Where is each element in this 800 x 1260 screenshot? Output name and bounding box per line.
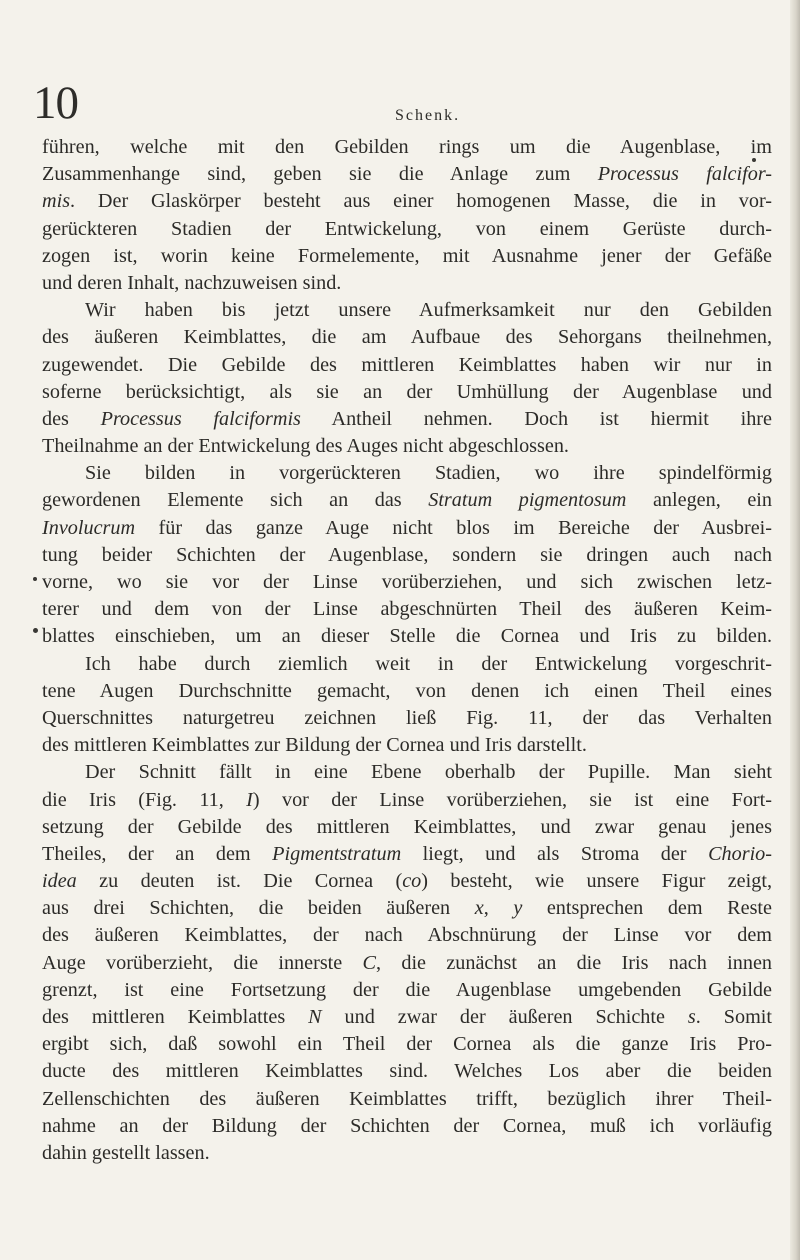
text-line: Theilnahme an der Entwickelung des Auges nicht abgeschlossen. [42, 435, 569, 458]
text-line: führen, welche mit den Gebilden rings um die Augenblase, im [42, 136, 772, 158]
page-number: 10 [33, 77, 78, 129]
text-line: des Processus falciformis Antheil nehmen. Doch ist hiermit ihre [42, 407, 772, 430]
text-line: des äußeren Keimblattes, die am Aufbaue des Sehorgans theilnehmen, [42, 326, 772, 349]
text-line: Ich habe durch ziemlich weit in der Entwickelung vorgeschrit- [85, 652, 772, 675]
text-line: Zusammenhange sind, geben sie die Anlage zum Processus falcifor- [42, 163, 773, 186]
text-line: des mittleren Keimblattes zur Bildung der Cornea und Iris darstellt. [42, 734, 587, 757]
text-line: Querschnittes naturgetreu zeichnen ließ Fig. 11, der das Verhalten [42, 706, 772, 729]
text-line: Theiles, der an dem Pigmentstratum liegt, und als Stroma der Chorio- [42, 842, 772, 865]
text-line: Zellenschichten des äußeren Keimblattes trifft, bezüglich ihrer Theil- [42, 1087, 772, 1110]
text-line: Involucrum für das ganze Auge nicht blos im Bereiche der Ausbrei- [42, 516, 772, 539]
text-line: Wir haben bis jetzt unsere Aufmerksamkeit nur den Gebilden [85, 299, 772, 322]
text-line: ergibt sich, daß sowohl ein Theil der Cornea als die ganze Iris Pro- [42, 1033, 772, 1056]
running-head: Schenk. [395, 107, 461, 124]
page-edge [790, 0, 800, 1260]
text-line: setzung der Gebilde des mittleren Keimblattes, und zwar genau jenes [42, 815, 772, 838]
text-line: grenzt, ist eine Fortsetzung der die Augenblase umgebenden Gebilde [42, 978, 772, 1001]
text-line: soferne berücksichtigt, als sie an der Umhüllung der Augenblase und [42, 380, 772, 403]
text-line: tung beider Schichten der Augenblase, sondern sie dringen auch nach [42, 543, 772, 566]
body-text [42, 134, 772, 1167]
text-line: terer und dem von der Linse abgeschnürten Theil des äußeren Keim- [42, 598, 772, 621]
text-line: idea zu deuten ist. Die Cornea (co) besteht, wie unsere Figur zeigt, [42, 870, 773, 893]
text-line: gerückteren Stadien der Entwickelung, von einem Gerüste durch- [42, 217, 772, 240]
text-line: ducte des mittleren Keimblattes sind. Welches Los aber die beiden [42, 1060, 772, 1083]
text-line: des mittleren Keimblattes N und zwar der äußeren Schichte s. Somit [42, 1006, 772, 1028]
text-line: zogen ist, worin keine Formelemente, mit Ausnahme jener der Gefäße [42, 244, 772, 267]
ink-spot [33, 577, 37, 581]
text-line: die Iris (Fig. 11, I) vor der Linse vorüberziehen, sie ist eine Fort- [42, 788, 772, 811]
text-line: des äußeren Keimblattes, der nach Abschnürung der Linse vor dem [42, 924, 772, 947]
text-line: dahin gestellt lassen. [42, 1141, 210, 1164]
text-line: vorne, wo sie vor der Linse vorüberziehen, und sich zwischen letz- [42, 571, 772, 593]
text-line: aus drei Schichten, die beiden äußeren x, y entsprechen dem Reste [42, 897, 772, 920]
text-line: gewordenen Elemente sich an das Stratum pigmentosum anlegen, ein [42, 489, 773, 512]
text-line: Sie bilden in vorgerückteren Stadien, wo ihre spindelförmig [85, 462, 772, 485]
text-line: blattes einschieben, um an dieser Stelle die Cornea und Iris zu bilden. [42, 625, 772, 648]
text-line: und deren Inhalt, nachzuweisen sind. [42, 271, 342, 294]
text-line: tene Augen Durchschnitte gemacht, von denen ich einen Theil eines [42, 679, 772, 702]
text-line: zugewendet. Die Gebilde des mittleren Keimblattes haben wir nur in [42, 353, 772, 376]
text-line: mis. Der Glaskörper besteht aus einer homogenen Masse, die in vor- [42, 190, 772, 213]
text-line: nahme an der Bildung der Schichten der Cornea, muß ich vorläufig [42, 1114, 772, 1137]
ink-spot [752, 158, 756, 162]
text-line: Auge vorüberzieht, die innerste C, die zunächst an die Iris nach innen [42, 951, 773, 974]
ink-spot [33, 628, 38, 633]
text-line: Der Schnitt fällt in eine Ebene oberhalb der Pupille. Man sieht [85, 761, 772, 784]
